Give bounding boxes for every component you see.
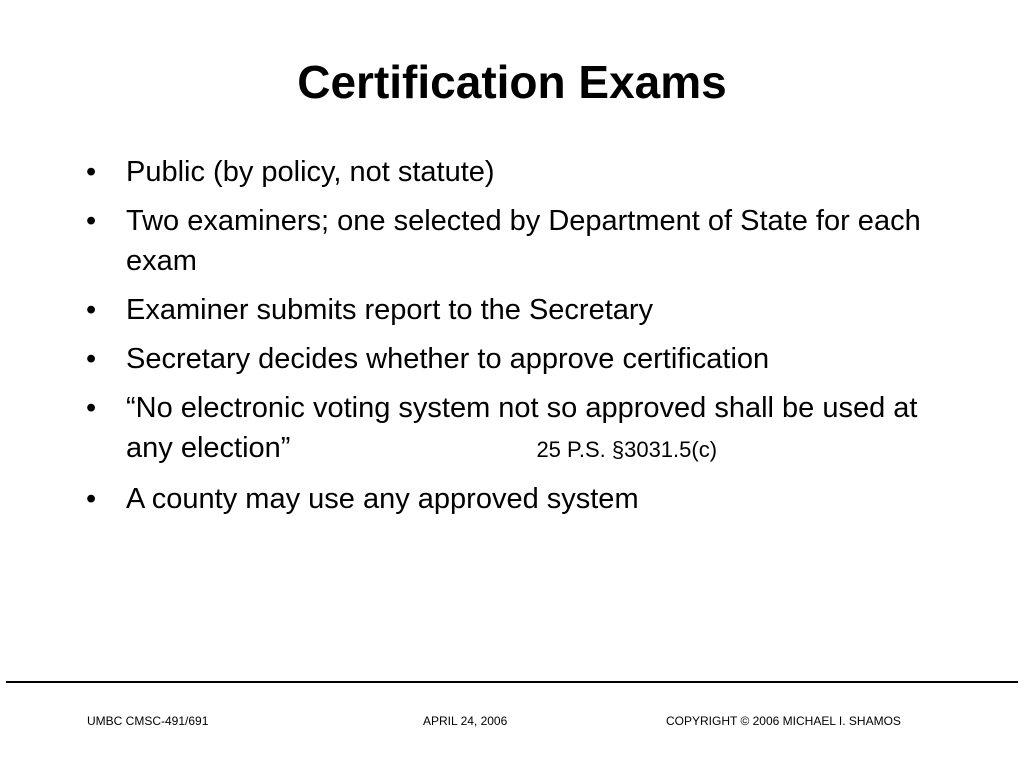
bullet-dot-icon: •: [86, 392, 97, 424]
footer-divider: [6, 681, 1018, 683]
footer-copyright: COPYRIGHT © 2006 MICHAEL I. SHAMOS: [666, 714, 901, 728]
bullet-item-county-use: [84, 479, 964, 519]
bullet-item-statute-quote: [84, 388, 964, 470]
footer-date: APRIL 24, 2006: [423, 714, 508, 728]
bullet-text: Public (by policy, not statute): [126, 156, 495, 188]
bullet-text: “No electronic voting system not so approved shall be used at any election”: [126, 392, 918, 464]
bullet-item-report: [84, 290, 964, 330]
bullet-item-public: [84, 152, 964, 192]
footer-course: UMBC CMSC-491/691: [87, 714, 209, 728]
bullet-text: A county may use any approved system: [126, 483, 639, 515]
statute-citation: 25 P.S. §3031.5(c): [536, 437, 718, 462]
bullet-item-examiners: [84, 201, 964, 281]
bullet-text: Examiner submits report to the Secretary: [126, 294, 654, 326]
bullet-text: Two examiners; one selected by Department of State for each exam: [126, 205, 921, 277]
bullet-dot-icon: •: [86, 294, 97, 326]
slide-title: Certification Exams: [297, 56, 727, 108]
bullet-text: Secretary decides whether to approve certification: [126, 343, 770, 375]
bullet-dot-icon: •: [86, 483, 97, 515]
bullet-dot-icon: •: [86, 156, 97, 188]
bullet-list: [84, 152, 964, 528]
bullet-item-secretary-decides: [84, 339, 964, 379]
bullet-dot-icon: •: [86, 343, 97, 375]
bullet-dot-icon: •: [86, 205, 97, 237]
